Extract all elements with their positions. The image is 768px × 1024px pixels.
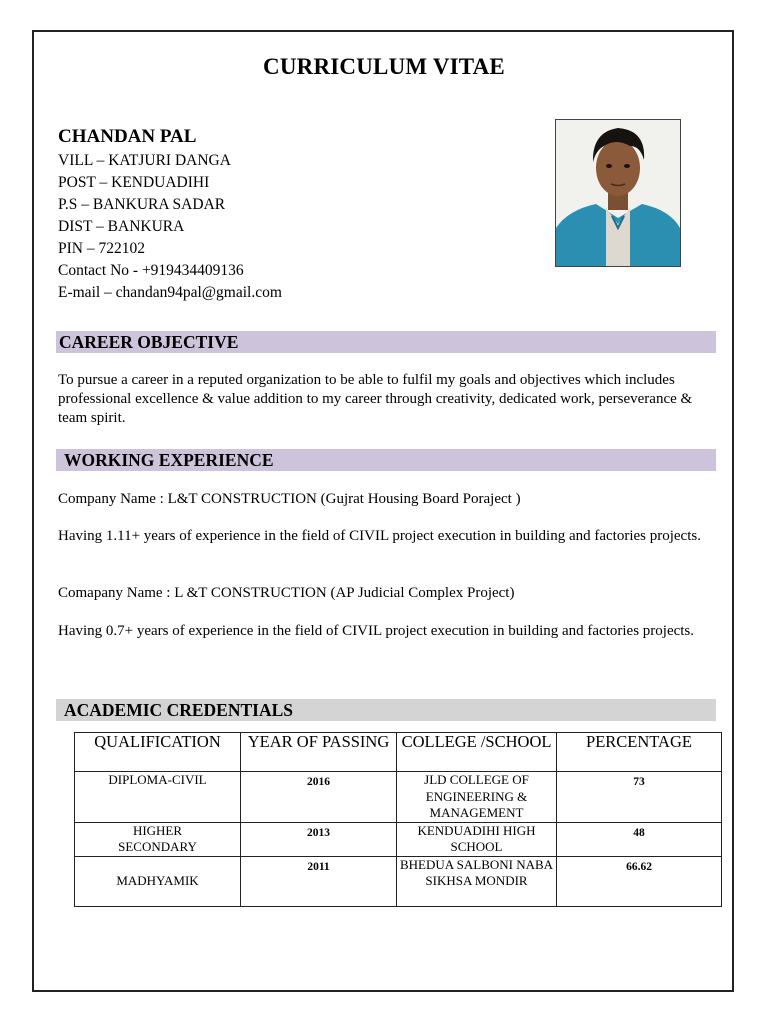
career-objective-heading: CAREER OBJECTIVE — [56, 331, 716, 353]
header-year-of-passing: YEAR OF PASSING — [241, 733, 397, 772]
experience-description-1: Having 1.11+ years of experience in the field of CIVIL project execution in building and factories projects. — [58, 528, 701, 544]
percentage-cell: 66.62 — [557, 856, 722, 906]
academic-credentials-heading: ACADEMIC CREDENTIALS — [56, 699, 716, 721]
school-cell: JLD COLLEGE OF ENGINEERING & MANAGEMENT — [397, 772, 557, 823]
address-post: POST – KENDUADIHI — [58, 174, 210, 191]
year-cell: 2013 — [241, 822, 397, 856]
contact-number: Contact No - +919434409136 — [58, 262, 244, 279]
candidate-name: CHANDAN PAL — [58, 126, 197, 147]
table-row — [75, 772, 722, 823]
school-cell: KENDUADIHI HIGH SCHOOL — [397, 822, 557, 856]
qualification-cell: HIGHER SECONDARY — [75, 822, 241, 856]
career-objective-text: To pursue a career in a reputed organization to be able to fulfil my goals and objectives which includes professional excellence & value addition to my career through creativity, dedicated work, perseverance & team spirit. — [58, 372, 693, 426]
year-cell: 2016 — [241, 772, 397, 823]
year-cell: 2011 — [241, 856, 397, 906]
email-address: E-mail – chandan94pal@gmail.com — [58, 284, 282, 301]
address-police-station: P.S – BANKURA SADAR — [58, 196, 226, 213]
table-header-row — [75, 733, 722, 772]
experience-company-2: Comapany Name : L &T CONSTRUCTION (AP Judicial Complex Project) — [58, 585, 515, 601]
table-row — [75, 822, 722, 856]
address-village: VILL – KATJURI DANGA — [58, 152, 231, 169]
working-experience-heading: WORKING EXPERIENCE — [56, 449, 716, 471]
school-cell: BHEDUA SALBONI NABA SIKHSA MONDIR — [397, 856, 557, 906]
address-pin: PIN – 722102 — [58, 240, 145, 257]
experience-description-2: Having 0.7+ years of experience in the field of CIVIL project execution in building and factories projects. — [58, 623, 695, 639]
contact-details — [58, 150, 282, 304]
table-row — [75, 856, 722, 906]
header-college-school: COLLEGE /SCHOOL — [397, 733, 557, 772]
qualification-cell: MADHYAMIK — [75, 856, 241, 906]
profile-photo — [555, 119, 681, 267]
header-percentage: PERCENTAGE — [557, 733, 722, 772]
document-title: CURRICULUM VITAE — [263, 54, 505, 79]
experience-company-1: Company Name : L&T CONSTRUCTION (Gujrat Housing Board Poraject ) — [58, 491, 521, 507]
percentage-cell: 73 — [557, 772, 722, 823]
qualification-cell: DIPLOMA-CIVIL — [75, 772, 241, 823]
academic-table — [74, 732, 722, 907]
header-qualification: QUALIFICATION — [75, 733, 241, 772]
percentage-cell: 48 — [557, 822, 722, 856]
address-district: DIST – BANKURA — [58, 218, 185, 235]
